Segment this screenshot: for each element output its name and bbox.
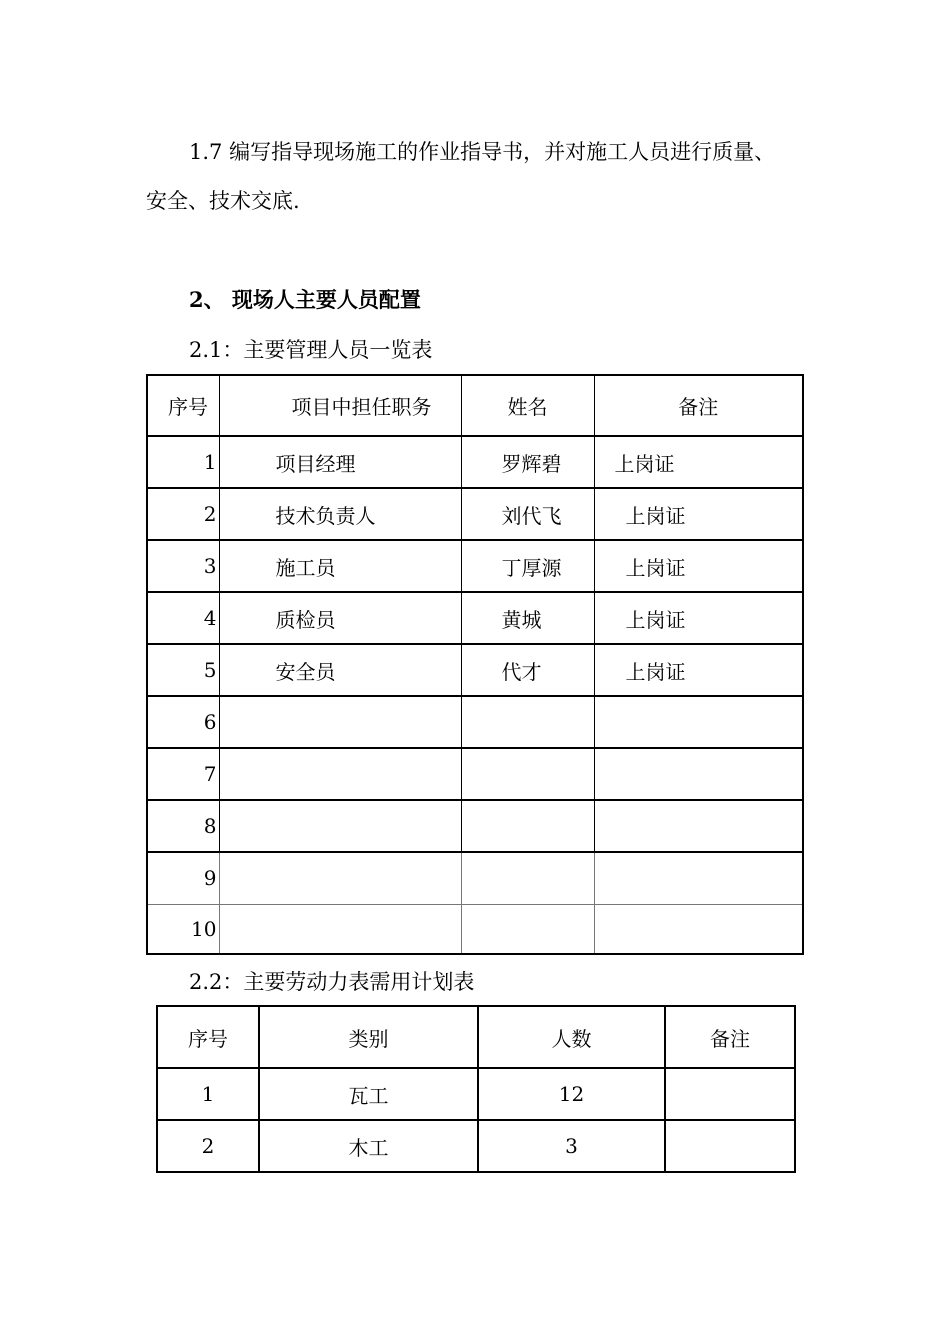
header-category: 类别 <box>259 1006 478 1068</box>
row-category: 瓦工 <box>259 1068 478 1120</box>
row-seq: 8 <box>147 800 219 852</box>
header-count: 人数 <box>478 1006 665 1068</box>
row-note <box>594 748 803 800</box>
row-note <box>594 696 803 748</box>
row-seq: 5 <box>147 644 219 696</box>
table-row <box>147 748 803 800</box>
row-note <box>594 800 803 852</box>
row-name: 罗辉碧 <box>461 436 594 488</box>
row-note: 上岗证 <box>594 488 803 540</box>
row-seq: 7 <box>147 748 219 800</box>
row-note: 上岗证 <box>594 540 803 592</box>
table-header-row <box>147 375 803 436</box>
labor-plan-table <box>156 1005 796 1173</box>
header-seq: 序号 <box>157 1006 259 1068</box>
row-role: 安全员 <box>219 644 461 696</box>
row-note: 上岗证 <box>594 644 803 696</box>
header-name: 姓名 <box>461 375 594 436</box>
row-note <box>665 1068 795 1120</box>
row-note: 上岗证 <box>594 436 803 488</box>
row-role <box>219 748 461 800</box>
row-name <box>461 748 594 800</box>
row-seq: 1 <box>157 1068 259 1120</box>
row-note <box>594 852 803 904</box>
row-name: 代才 <box>461 644 594 696</box>
row-seq: 4 <box>147 592 219 644</box>
paragraph-1-7-line2: 安全、技术交底. <box>146 189 300 213</box>
row-count: 3 <box>478 1120 665 1172</box>
row-seq: 10 <box>147 904 219 954</box>
table-row <box>147 540 803 592</box>
row-role <box>219 852 461 904</box>
section-2-1-title: 2.1：主要管理人员一览表 <box>189 338 433 362</box>
table-row <box>147 800 803 852</box>
header-seq: 序号 <box>147 375 219 436</box>
table-row <box>147 852 803 904</box>
row-note <box>665 1120 795 1172</box>
row-seq: 6 <box>147 696 219 748</box>
row-role: 质检员 <box>219 592 461 644</box>
table-row <box>147 592 803 644</box>
row-name <box>461 904 594 954</box>
section-2-2-title: 2.2：主要劳动力表需用计划表 <box>189 970 475 994</box>
management-staff-table <box>146 374 804 955</box>
row-category: 木工 <box>259 1120 478 1172</box>
table-header-row <box>157 1006 795 1068</box>
row-seq: 1 <box>147 436 219 488</box>
row-count: 12 <box>478 1068 665 1120</box>
row-role <box>219 800 461 852</box>
table-row <box>147 904 803 954</box>
row-seq: 3 <box>147 540 219 592</box>
row-role <box>219 904 461 954</box>
table-row <box>147 488 803 540</box>
table-row <box>157 1120 795 1172</box>
row-name: 丁厚源 <box>461 540 594 592</box>
header-note: 备注 <box>594 375 803 436</box>
row-seq: 2 <box>157 1120 259 1172</box>
table-row <box>147 436 803 488</box>
row-note: 上岗证 <box>594 592 803 644</box>
row-role <box>219 696 461 748</box>
paragraph-1-7-line1: 1.7 编写指导现场施工的作业指导书，并对施工人员进行质量、 <box>189 140 776 164</box>
header-role: 项目中担任职务 <box>219 375 461 436</box>
section-2-title: 2、 现场人主要人员配置 <box>189 287 421 312</box>
table-row <box>147 696 803 748</box>
row-name: 黄城 <box>461 592 594 644</box>
row-seq: 9 <box>147 852 219 904</box>
table-row <box>157 1068 795 1120</box>
row-name <box>461 696 594 748</box>
row-name <box>461 852 594 904</box>
header-note: 备注 <box>665 1006 795 1068</box>
row-role: 技术负责人 <box>219 488 461 540</box>
table-row <box>147 644 803 696</box>
row-role: 施工员 <box>219 540 461 592</box>
row-name: 刘代飞 <box>461 488 594 540</box>
row-name <box>461 800 594 852</box>
row-seq: 2 <box>147 488 219 540</box>
row-role: 项目经理 <box>219 436 461 488</box>
row-note <box>594 904 803 954</box>
